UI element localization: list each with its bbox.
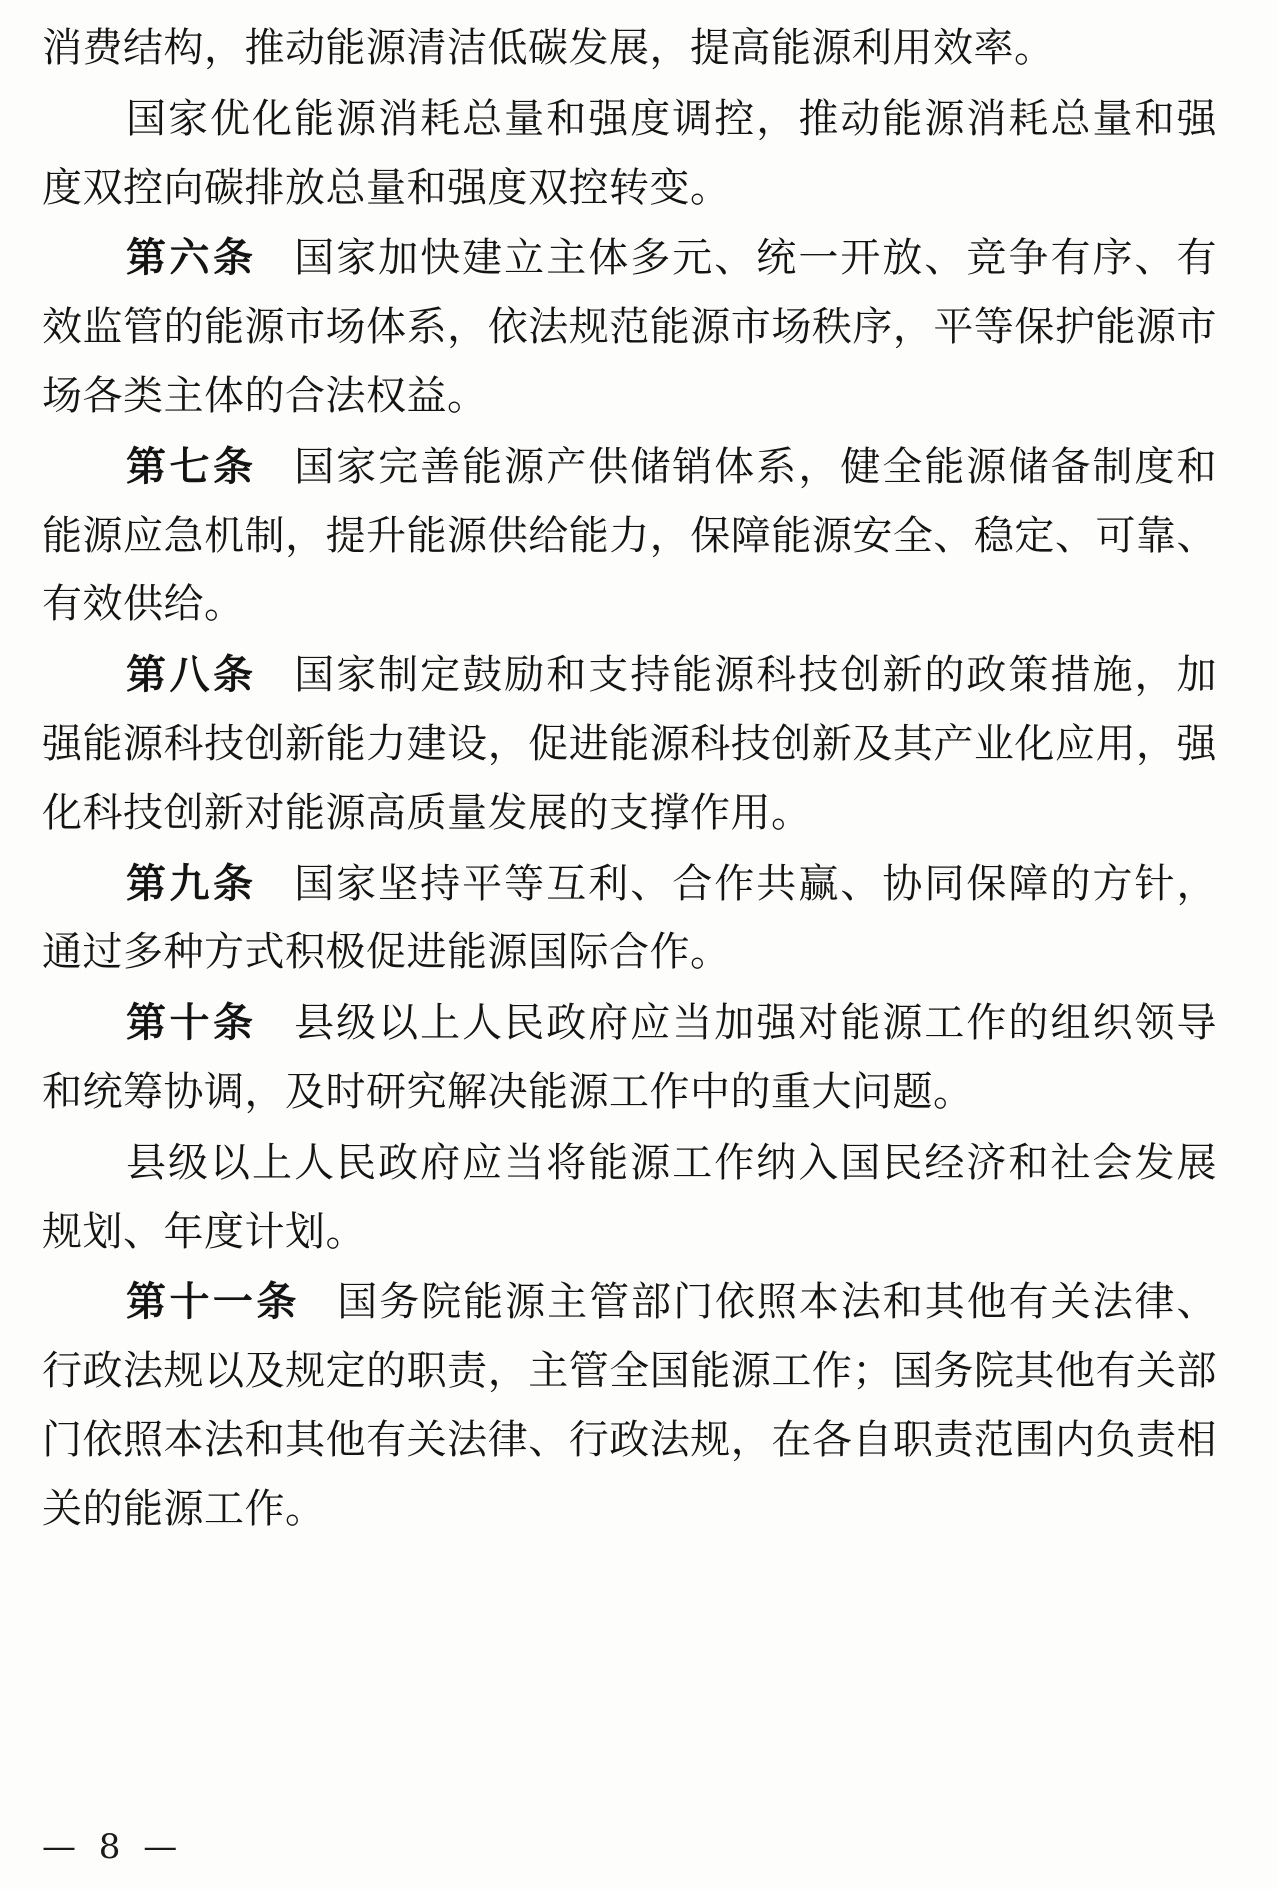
document-body <box>42 14 1217 1544</box>
article-paragraph <box>42 641 1217 847</box>
paragraph-plain: 县级以上人民政府应当将能源工作纳入国民经济和社会发展规划、年度计划。 <box>42 1139 1217 1255</box>
article-label: 第九条 <box>126 859 257 907</box>
article-paragraph <box>42 224 1217 430</box>
article-label: 第六条 <box>126 234 257 282</box>
article-paragraph <box>42 850 1217 988</box>
paragraph-continuation: 消费结构，推动能源清洁低碳发展，提高能源利用效率。 <box>42 25 1055 71</box>
paragraph-plain: 国家优化能源消耗总量和强度调控，推动能源消耗总量和强度双控向碳排放总量和强度双控转变。 <box>42 95 1217 211</box>
article-label: 第七条 <box>126 442 257 490</box>
article-text: 国家完善能源产供储销体系，健全能源储备制度和能源应急机制，提升能源供给能力，保障能源安全、稳定、可靠、有效供给。 <box>42 443 1218 628</box>
article-label: 第十条 <box>126 999 257 1047</box>
article-paragraph <box>42 989 1217 1127</box>
article-text: 国家坚持平等互利、合作共赢、协同保障的方针，通过多种方式积极促进能源国际合作。 <box>42 860 1218 976</box>
article-text: 国家加快建立主体多元、统一开放、竞争有序、有效监管的能源市场体系，依法规范能源市场秩序，平等保护能源市场各类主体的合法权益。 <box>42 235 1218 419</box>
article-paragraph <box>42 433 1217 639</box>
article-label: 第十一条 <box>126 1278 300 1326</box>
page-number: — 8 — <box>42 1827 184 1867</box>
article-label: 第八条 <box>126 651 257 699</box>
article-text: 县级以上人民政府应当加强对能源工作的组织领导和统筹协调，及时研究解决能源工作中的重大问题。 <box>42 1000 1218 1115</box>
article-text: 国务院能源主管部门依照本法和其他有关法律、行政法规以及规定的职责，主管全国能源工作；国务院其他有关部门依照本法和其他有关法律、行政法规，在各自职责范围内负责相关的能源工作。 <box>42 1279 1218 1532</box>
article-paragraph <box>42 1268 1217 1543</box>
article-text: 国家制定鼓励和支持能源科技创新的政策措施，加强能源科技创新能力建设，促进能源科技创新及其产业化应用，强化科技创新对能源高质量发展的支撑作用。 <box>42 652 1218 836</box>
